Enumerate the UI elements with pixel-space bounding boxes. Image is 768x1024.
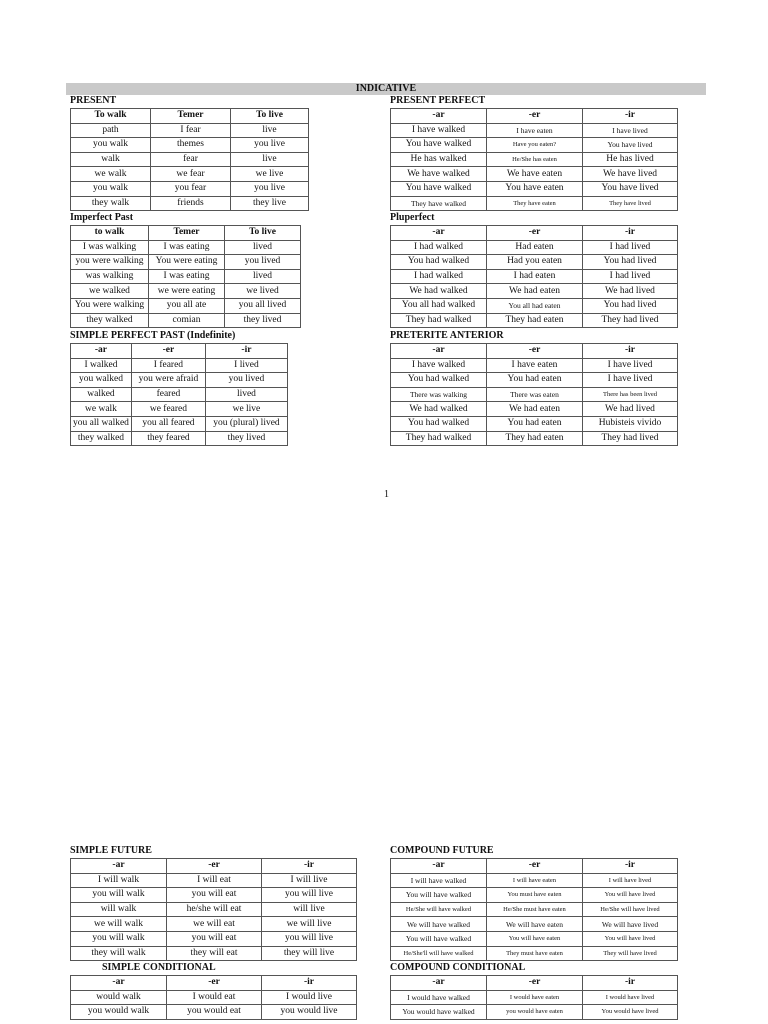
- column-header: -ar: [391, 976, 487, 991]
- column-header: -er: [487, 109, 583, 124]
- table-row: [71, 431, 288, 446]
- table-cell: I will have eaten: [487, 873, 583, 888]
- table-cell: They had walked: [391, 313, 487, 328]
- table-cell: I will have lived: [583, 873, 678, 888]
- table-row: [391, 138, 678, 153]
- table-cell: We had lived: [583, 284, 678, 299]
- column-header: -ar: [391, 226, 487, 241]
- table-cell: we will eat: [167, 917, 262, 932]
- table-cell: lived: [205, 387, 287, 402]
- table-row: [71, 387, 288, 402]
- table-cell: you walk: [71, 181, 151, 196]
- column-header: -ar: [391, 109, 487, 124]
- table-row: [71, 402, 288, 417]
- column-header: -er: [487, 344, 583, 359]
- table-cell: I had lived: [583, 240, 678, 255]
- table-cell: You will have walked: [391, 931, 487, 946]
- table-cell: I have walked: [391, 123, 487, 138]
- table-row: [391, 298, 678, 313]
- table-row: [391, 402, 678, 417]
- table-row: [71, 152, 309, 167]
- simple-conditional-table: [70, 975, 357, 1020]
- table-cell: You must have eaten: [487, 888, 583, 903]
- table-cell: you will walk: [71, 888, 167, 903]
- table-cell: I feared: [131, 358, 205, 373]
- table-cell: They must have eaten: [487, 946, 583, 961]
- table-cell: We have lived: [583, 167, 678, 182]
- table-cell: You would have lived: [583, 1005, 678, 1020]
- table-cell: I have eaten: [487, 358, 583, 373]
- table-cell: you would walk: [71, 1005, 167, 1020]
- table-cell: He/She will have walked: [391, 902, 487, 917]
- table-cell: You had lived: [583, 255, 678, 270]
- table-cell: I was eating: [149, 269, 225, 284]
- table-row: [391, 1005, 678, 1020]
- table-cell: friends: [151, 196, 231, 211]
- table-cell: I have walked: [391, 358, 487, 373]
- simple-perfect-past-table: [70, 343, 288, 446]
- table-row: [71, 284, 301, 299]
- table-cell: I would live: [262, 990, 357, 1005]
- table-cell: you walked: [71, 373, 132, 388]
- table-row: [71, 990, 357, 1005]
- table-cell: we live: [205, 402, 287, 417]
- column-header: -ir: [583, 226, 678, 241]
- table-header-row: [71, 859, 357, 874]
- table-cell: I lived: [205, 358, 287, 373]
- table-header-row: [71, 344, 288, 359]
- table-cell: path: [71, 123, 151, 138]
- table-row: [71, 138, 309, 153]
- table-cell: I had walked: [391, 240, 487, 255]
- table-cell: you will eat: [167, 931, 262, 946]
- table-cell: we walk: [71, 167, 151, 182]
- table-row: [71, 123, 309, 138]
- table-cell: you live: [231, 138, 309, 153]
- table-row: [71, 873, 357, 888]
- table-cell: they walk: [71, 196, 151, 211]
- column-header: -er: [487, 226, 583, 241]
- table-cell: they will eat: [167, 946, 262, 961]
- indicative-banner: INDICATIVE: [66, 83, 706, 95]
- table-cell: He/She'll will have walked: [391, 946, 487, 961]
- table-row: [391, 902, 678, 917]
- table-cell: I walked: [71, 358, 132, 373]
- table-cell: we walk: [71, 402, 132, 417]
- table-cell: We had lived: [583, 402, 678, 417]
- table-cell: I will eat: [167, 873, 262, 888]
- table-row: [71, 902, 357, 917]
- table-cell: You had walked: [391, 416, 487, 431]
- table-cell: I would have lived: [583, 990, 678, 1005]
- table-row: [391, 387, 678, 402]
- simple-conditional-title: SIMPLE CONDITIONAL: [102, 962, 216, 973]
- table-cell: They have lived: [583, 196, 678, 211]
- simple-future-title: SIMPLE FUTURE: [70, 845, 152, 856]
- table-cell: You have eaten: [487, 181, 583, 196]
- column-header: -ar: [71, 344, 132, 359]
- table-cell: I had lived: [583, 269, 678, 284]
- table-cell: will walk: [71, 902, 167, 917]
- table-cell: they will walk: [71, 946, 167, 961]
- present-perfect-title: PRESENT PERFECT: [390, 95, 486, 106]
- table-cell: you lived: [205, 373, 287, 388]
- table-row: [71, 167, 309, 182]
- table-header-row: [391, 344, 678, 359]
- table-cell: He has walked: [391, 152, 487, 167]
- table-cell: I fear: [151, 123, 231, 138]
- table-cell: I will live: [262, 873, 357, 888]
- table-row: [391, 416, 678, 431]
- table-row: [391, 152, 678, 167]
- imperfect-past-table: [70, 225, 301, 328]
- column-header: -er: [487, 859, 583, 874]
- table-cell: You were eating: [149, 255, 225, 270]
- table-row: [391, 269, 678, 284]
- table-cell: you all feared: [131, 416, 205, 431]
- table-cell: you live: [231, 181, 309, 196]
- table-cell: You had lived: [583, 298, 678, 313]
- table-cell: You all had walked: [391, 298, 487, 313]
- present-title: PRESENT: [70, 95, 117, 106]
- table-cell: They had eaten: [487, 313, 583, 328]
- table-cell: live: [231, 152, 309, 167]
- table-row: [71, 917, 357, 932]
- table-cell: would walk: [71, 990, 167, 1005]
- column-header: Temer: [149, 226, 225, 241]
- table-cell: There was walking: [391, 387, 487, 402]
- table-row: [71, 931, 357, 946]
- table-cell: I have lived: [583, 358, 678, 373]
- table-cell: Hubisteis vivido: [583, 416, 678, 431]
- table-row: [71, 373, 288, 388]
- column-header: -ir: [262, 859, 357, 874]
- table-row: [391, 373, 678, 388]
- table-cell: feared: [131, 387, 205, 402]
- column-header: -er: [167, 976, 262, 991]
- table-cell: comian: [149, 313, 225, 328]
- table-row: [391, 917, 678, 932]
- table-cell: You have walked: [391, 138, 487, 153]
- table-cell: There was eaten: [487, 387, 583, 402]
- table-row: [391, 284, 678, 299]
- column-header: -ir: [205, 344, 287, 359]
- table-cell: We will have eaten: [487, 917, 583, 932]
- column-header: -ir: [583, 859, 678, 874]
- column-header: -ir: [262, 976, 357, 991]
- table-row: [391, 123, 678, 138]
- table-cell: they will live: [262, 946, 357, 961]
- table-cell: you will live: [262, 888, 357, 903]
- table-cell: they walked: [71, 431, 132, 446]
- table-header-row: [391, 109, 678, 124]
- table-cell: I have lived: [583, 123, 678, 138]
- present-table: [70, 108, 309, 211]
- table-cell: They had walked: [391, 431, 487, 446]
- table-cell: You will have walked: [391, 888, 487, 903]
- table-row: [391, 240, 678, 255]
- simple-future-table: [70, 858, 357, 961]
- table-cell: There has been lived: [583, 387, 678, 402]
- table-row: [71, 181, 309, 196]
- table-cell: We have walked: [391, 167, 487, 182]
- table-cell: He/She must have eaten: [487, 902, 583, 917]
- table-row: [391, 946, 678, 961]
- preterite-anterior-table: [390, 343, 678, 446]
- column-header: -er: [167, 859, 262, 874]
- table-cell: they walked: [71, 313, 149, 328]
- table-cell: they lived: [205, 431, 287, 446]
- table-row: [391, 431, 678, 446]
- table-header-row: [391, 859, 678, 874]
- table-cell: We had eaten: [487, 402, 583, 417]
- table-cell: They will have lived: [583, 946, 678, 961]
- table-header-row: [71, 226, 301, 241]
- table-row: [71, 240, 301, 255]
- table-cell: You would have walked: [391, 1005, 487, 1020]
- table-cell: You will have lived: [583, 931, 678, 946]
- table-cell: you lived: [225, 255, 301, 270]
- table-cell: was walking: [71, 269, 149, 284]
- table-cell: I had eaten: [487, 269, 583, 284]
- table-cell: I have eaten: [487, 123, 583, 138]
- table-cell: They had lived: [583, 431, 678, 446]
- table-cell: You will have eaten: [487, 931, 583, 946]
- table-cell: Had you eaten: [487, 255, 583, 270]
- table-cell: Have you eaten?: [487, 138, 583, 153]
- table-cell: You have lived: [583, 138, 678, 153]
- table-cell: I would eat: [167, 990, 262, 1005]
- table-cell: lived: [225, 240, 301, 255]
- table-cell: you would have eaten: [487, 1005, 583, 1020]
- table-cell: you will live: [262, 931, 357, 946]
- table-row: [71, 888, 357, 903]
- table-row: [391, 255, 678, 270]
- table-cell: They had eaten: [487, 431, 583, 446]
- table-cell: themes: [151, 138, 231, 153]
- column-header: -ir: [583, 976, 678, 991]
- table-cell: You will have lived: [583, 888, 678, 903]
- table-row: [71, 1005, 357, 1020]
- table-cell: we walked: [71, 284, 149, 299]
- table-cell: You had walked: [391, 255, 487, 270]
- table-cell: We will have lived: [583, 917, 678, 932]
- table-row: [71, 196, 309, 211]
- table-cell: They had lived: [583, 313, 678, 328]
- table-row: [391, 873, 678, 888]
- table-row: [71, 269, 301, 284]
- table-cell: we will walk: [71, 917, 167, 932]
- table-cell: You all had eaten: [487, 298, 583, 313]
- table-row: [71, 313, 301, 328]
- table-cell: lived: [225, 269, 301, 284]
- table-cell: You have walked: [391, 181, 487, 196]
- column-header: -er: [131, 344, 205, 359]
- column-header: -er: [487, 976, 583, 991]
- table-cell: he/she will eat: [167, 902, 262, 917]
- table-cell: you will eat: [167, 888, 262, 903]
- column-header: Temer: [151, 109, 231, 124]
- table-cell: you would live: [262, 1005, 357, 1020]
- column-header: -ar: [71, 976, 167, 991]
- table-row: [391, 313, 678, 328]
- table-cell: You had eaten: [487, 416, 583, 431]
- table-row: [391, 181, 678, 196]
- table-row: [71, 298, 301, 313]
- compound-future-table: [390, 858, 678, 961]
- table-cell: I would have eaten: [487, 990, 583, 1005]
- table-header-row: [71, 109, 309, 124]
- table-cell: I have lived: [583, 373, 678, 388]
- table-cell: You had walked: [391, 373, 487, 388]
- table-row: [391, 196, 678, 211]
- table-cell: we live: [231, 167, 309, 182]
- pluperfect-title: Pluperfect: [390, 212, 435, 223]
- table-cell: We had walked: [391, 402, 487, 417]
- table-cell: He/She has eaten: [487, 152, 583, 167]
- table-cell: will live: [262, 902, 357, 917]
- table-cell: we lived: [225, 284, 301, 299]
- compound-conditional-title: COMPOUND CONDITIONAL: [390, 962, 526, 973]
- table-cell: you (plural) lived: [205, 416, 287, 431]
- table-cell: I would have walked: [391, 990, 487, 1005]
- table-cell: fear: [151, 152, 231, 167]
- table-cell: they feared: [131, 431, 205, 446]
- table-row: [71, 416, 288, 431]
- present-perfect-table: [390, 108, 678, 211]
- table-cell: we feared: [131, 402, 205, 417]
- table-cell: We had walked: [391, 284, 487, 299]
- column-header: -ir: [583, 109, 678, 124]
- table-cell: We will have walked: [391, 917, 487, 932]
- column-header: To walk: [71, 109, 151, 124]
- table-cell: walked: [71, 387, 132, 402]
- simple-perfect-past-title: SIMPLE PERFECT PAST (Indefinite): [70, 330, 236, 341]
- table-cell: We have eaten: [487, 167, 583, 182]
- table-cell: you were afraid: [131, 373, 205, 388]
- table-cell: They have eaten: [487, 196, 583, 211]
- table-cell: you were walking: [71, 255, 149, 270]
- table-cell: you walk: [71, 138, 151, 153]
- table-row: [71, 358, 288, 373]
- column-header: -ar: [391, 344, 487, 359]
- compound-future-title: COMPOUND FUTURE: [390, 845, 494, 856]
- table-cell: I was walking: [71, 240, 149, 255]
- table-cell: I will have walked: [391, 873, 487, 888]
- table-cell: you all ate: [149, 298, 225, 313]
- table-row: [391, 888, 678, 903]
- table-cell: We had eaten: [487, 284, 583, 299]
- table-header-row: [391, 226, 678, 241]
- table-cell: you would eat: [167, 1005, 262, 1020]
- table-cell: You were walking: [71, 298, 149, 313]
- table-cell: we will live: [262, 917, 357, 932]
- table-cell: He has lived: [583, 152, 678, 167]
- table-row: [391, 358, 678, 373]
- pluperfect-table: [390, 225, 678, 328]
- column-header: -ir: [583, 344, 678, 359]
- table-cell: They have walked: [391, 196, 487, 211]
- table-header-row: [391, 976, 678, 991]
- table-cell: you all walked: [71, 416, 132, 431]
- column-header: -ar: [391, 859, 487, 874]
- table-cell: you fear: [151, 181, 231, 196]
- table-cell: I was eating: [149, 240, 225, 255]
- column-header: -ar: [71, 859, 167, 874]
- column-header: to walk: [71, 226, 149, 241]
- table-cell: live: [231, 123, 309, 138]
- table-cell: you all lived: [225, 298, 301, 313]
- table-cell: we were eating: [149, 284, 225, 299]
- table-cell: they lived: [225, 313, 301, 328]
- table-header-row: [71, 976, 357, 991]
- table-cell: You had eaten: [487, 373, 583, 388]
- table-row: [391, 931, 678, 946]
- table-row: [391, 167, 678, 182]
- imperfect-past-title: Imperfect Past: [70, 212, 134, 223]
- table-cell: they live: [231, 196, 309, 211]
- column-header: To live: [225, 226, 301, 241]
- table-cell: He/She will have lived: [583, 902, 678, 917]
- page-number: 1: [384, 489, 389, 500]
- table-cell: walk: [71, 152, 151, 167]
- compound-conditional-table: [390, 975, 678, 1020]
- table-cell: Had eaten: [487, 240, 583, 255]
- table-row: [71, 946, 357, 961]
- table-cell: You have lived: [583, 181, 678, 196]
- preterite-anterior-title: PRETERITE ANTERIOR: [390, 330, 504, 341]
- table-row: [391, 990, 678, 1005]
- table-row: [71, 255, 301, 270]
- table-cell: I will walk: [71, 873, 167, 888]
- column-header: To live: [231, 109, 309, 124]
- table-cell: I had walked: [391, 269, 487, 284]
- table-cell: you will walk: [71, 931, 167, 946]
- table-cell: we fear: [151, 167, 231, 182]
